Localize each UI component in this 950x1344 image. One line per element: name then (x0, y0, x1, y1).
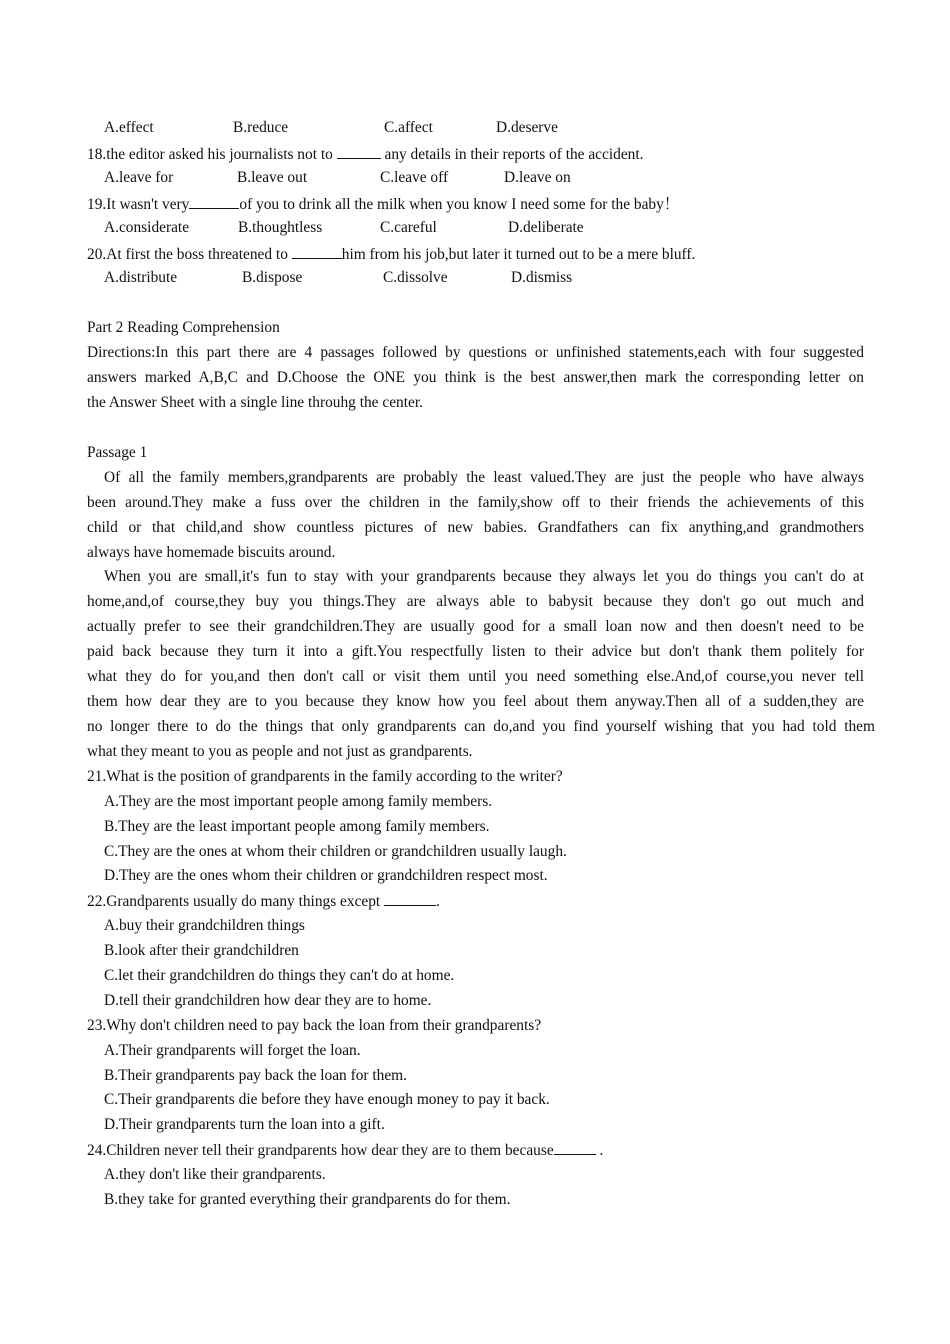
q20-option-b: B.dispose (242, 269, 303, 286)
q20-option-c: C.dissolve (383, 269, 448, 286)
q17-option-d: D.deserve (496, 119, 558, 136)
passage-p1-line-2: been around.They make a fuss over the children in the family,show off to their friends the achievements of this (87, 494, 864, 511)
q17-option-a: A.effect (104, 119, 154, 136)
q24-option-a: A.they don't like their grandparents. (104, 1166, 326, 1183)
q18-stem (87, 144, 643, 165)
directions-line-1: Directions:In this part there are 4 passages followed by questions or unfinished statements,each with four suggested (87, 344, 864, 361)
q21-option-d: D.They are the ones whom their children or grandchildren respect most. (104, 867, 548, 884)
passage-p2-line-7: no longer there to do the things that only grandparents can do,and you find yourself wishing that you had told them (87, 718, 875, 735)
passage-title: Passage 1 (87, 444, 148, 461)
q18-stem-post: any details in their reports of the accident. (380, 146, 644, 163)
q22-option-d: D.tell their grandchildren how dear they are to home. (104, 992, 432, 1009)
q21-stem: 21.What is the position of grandparents in the family according to the writer? (87, 768, 563, 785)
q23-option-c: C.Their grandparents die before they have enough money to pay it back. (104, 1091, 550, 1108)
q18-option-c: C.leave off (380, 169, 449, 186)
q24-option-b: B.they take for granted everything their grandparents do for them. (104, 1191, 511, 1208)
passage-p2-line-2: home,and,of course,they buy you things.They are always able to babysit because they don't go out much and (87, 593, 864, 610)
passage-p2-line-5: what they do for you,and then don't call or visit them until you need something else.And,of course,you never tell (87, 668, 864, 685)
q21-option-c: C.They are the ones at whom their children or grandchildren usually laugh. (104, 843, 567, 860)
passage-p1-line-3: child or that child,and show countless pictures of new babies. Grandfathers can fix anything,and grandmothers (87, 519, 864, 536)
q20-option-a: A.distribute (104, 269, 178, 286)
passage-p2-line-6: them how dear they are to you because they know how you feel about them anyway.Then all of a sudden,they are (87, 693, 864, 710)
q21-option-a: A.They are the most important people among family members. (104, 793, 493, 810)
q23-option-a: A.Their grandparents will forget the loan. (104, 1042, 361, 1059)
q22-option-a: A.buy their grandchildren things (104, 917, 305, 934)
q23-stem: 23.Why don't children need to pay back the loan from their grandparents? (87, 1017, 542, 1034)
q19-option-c: C.careful (380, 219, 437, 236)
directions-line-2: answers marked A,B,C and D.Choose the ONE you think is the best answer,then mark the corresponding letter on (87, 369, 864, 386)
q18-blank (337, 144, 381, 159)
q22-stem-text: 22.Grandparents usually do many things except (87, 893, 385, 910)
q22-option-c: C.let their grandchildren do things they can't do at home. (104, 967, 455, 984)
q19-blank (189, 194, 239, 209)
passage-p2-line-4: paid back because they turn it into a gift.You respectfully listen to their advice but don't thank them politely for (87, 643, 864, 660)
q24-blank (554, 1140, 596, 1155)
q19-option-a: A.considerate (104, 219, 190, 236)
q23-option-d: D.Their grandparents turn the loan into a gift. (104, 1116, 385, 1133)
passage-p2-line-8: what they meant to you as people and not just as grandparents. (87, 743, 473, 760)
q19-stem (87, 194, 679, 215)
q18-option-a: A.leave for (104, 169, 174, 186)
q19-stem-pre: 19.It wasn't very (87, 196, 190, 213)
q24-stem-end: . (595, 1142, 604, 1159)
q18-option-d: D.leave on (504, 169, 571, 186)
directions-line-3: the Answer Sheet with a single line throuhg the center. (87, 394, 423, 411)
passage-p1-line-1: Of all the family members,grandparents are probably the least valued.They are just the people who have always (104, 469, 864, 486)
q22-option-b: B.look after their grandchildren (104, 942, 299, 959)
q22-stem (87, 891, 440, 912)
q20-stem (87, 244, 695, 265)
passage-p2-line-1: When you are small,it's fun to stay with your grandparents because they always let you do things you can't do at (104, 568, 864, 585)
q24-stem-text: 24.Children never tell their grandparents how dear they are to them because (87, 1142, 554, 1159)
passage-p1-line-4: always have homemade biscuits around. (87, 544, 336, 561)
q20-blank (292, 244, 342, 259)
q22-blank (384, 891, 436, 906)
q20-stem-post: him from his job,but later it turned out to be a mere bluff. (341, 246, 696, 263)
q19-option-b: B.thoughtless (238, 219, 323, 236)
q23-option-b: B.Their grandparents pay back the loan for them. (104, 1067, 408, 1084)
q20-option-d: D.dismiss (511, 269, 573, 286)
part2-title: Part 2 Reading Comprehension (87, 319, 280, 336)
q19-option-d: D.deliberate (508, 219, 584, 236)
q17-option-b: B.reduce (233, 119, 289, 136)
q24-stem (87, 1140, 603, 1161)
q19-stem-post: of you to drink all the milk when you know I need some for the baby！ (239, 196, 680, 213)
q18-stem-pre: 18.the editor asked his journalists not to (87, 146, 337, 163)
passage-p2-line-3: actually prefer to see their grandchildren.They are usually good for a small loan now and then doesn't need to be (87, 618, 864, 635)
q18-option-b: B.leave out (237, 169, 308, 186)
q22-stem-end: . (436, 893, 440, 910)
q20-stem-pre: 20.At first the boss threatened to (87, 246, 292, 263)
q17-option-c: C.affect (384, 119, 433, 136)
q21-option-b: B.They are the least important people among family members. (104, 818, 490, 835)
